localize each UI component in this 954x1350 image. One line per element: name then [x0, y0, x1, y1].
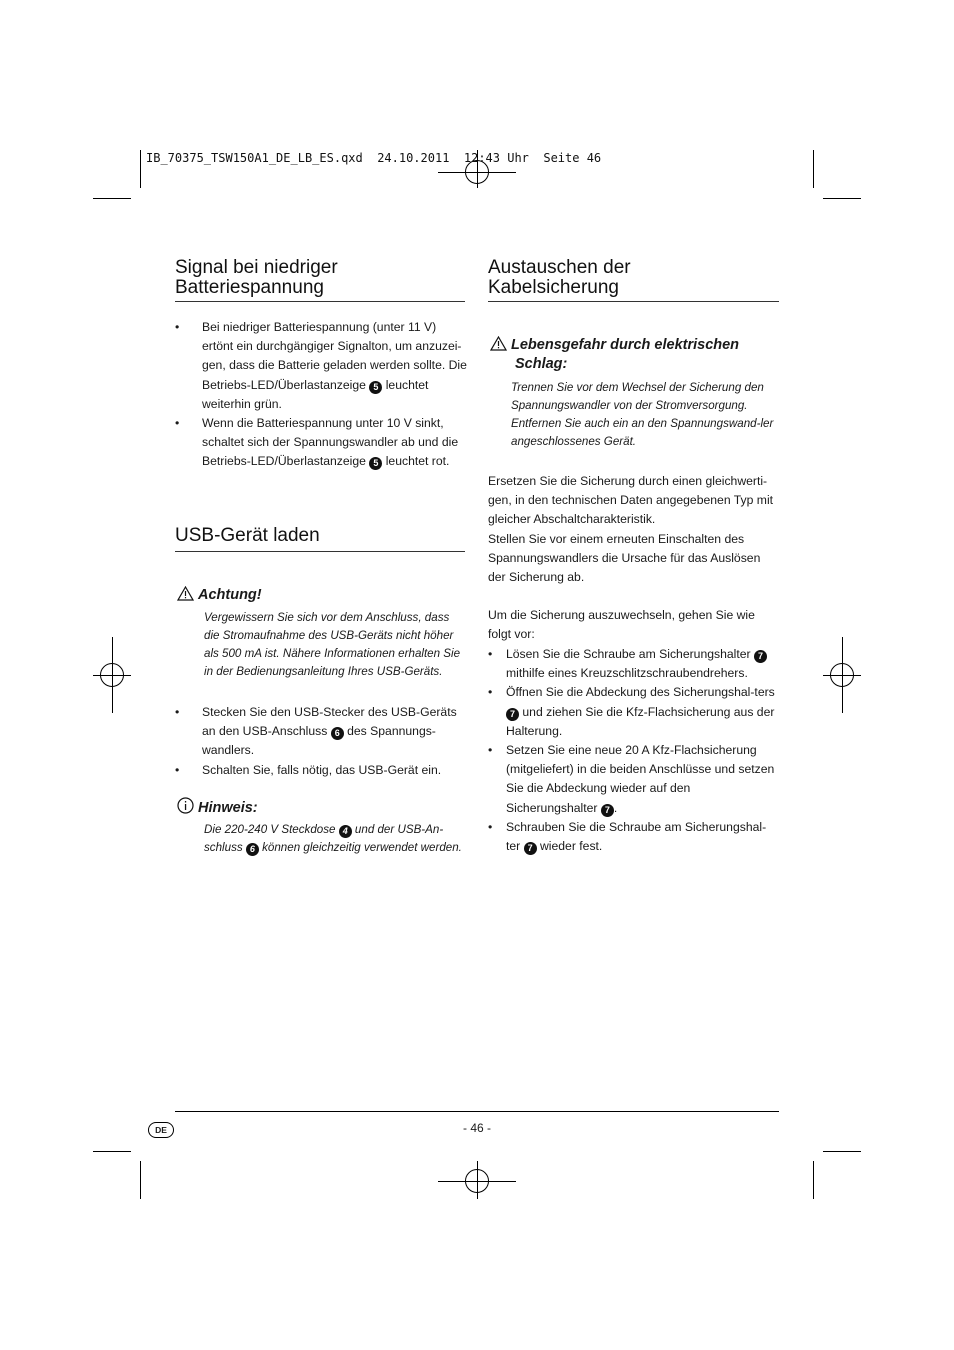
danger-heading: Lebensgefahr durch elektrischen Schlag: [490, 336, 780, 374]
list-item: • Setzen Sie eine neue 20 A Kfz-Flachsicherung (mitgeliefert) in die beiden Anschlüsse und setzen Sie die Abdeckung wieder auf den Sicherungshalter 7 . [488, 741, 780, 818]
section-rule [175, 301, 465, 302]
list-item: • Stecken Sie den USB-Stecker des USB-Geräts an den USB-Anschluss 6 des Spannungs-wandlers. [175, 703, 467, 761]
fuse-intro [488, 472, 780, 587]
caution-heading: Achtung! [177, 586, 262, 605]
title-line-1: Signal bei niedriger [175, 257, 338, 278]
paragraph: Ersetzen Sie die Sicherung durch einen gleichwerti-gen, in den technischen Daten angegebenen Typ mit gleicher Abschaltcharakteristik. [488, 474, 774, 527]
list-item: • Öffnen Sie die Abdeckung des Sicherungshal-ters 7 und ziehen Sie die Kfz-Flachsicherung aus der Halterung. [488, 683, 780, 741]
hint-heading: Hinweis: [177, 797, 258, 818]
hint-text: Die 220-240 V Steckdose 4 und der USB-An-schluss 6 können gleichzeitig verwendet werden. [204, 823, 462, 854]
callout-6-icon: 6 [331, 727, 344, 740]
callout-7-icon: 7 [601, 804, 614, 817]
list-item: • Schrauben Sie die Schraube am Sicherungshal-ter 7 wieder fest. [488, 818, 780, 856]
list-item: • Schalten Sie, falls nötig, das USB-Gerät ein. [175, 761, 467, 780]
section-rule [175, 551, 465, 552]
callout-7-icon: 7 [524, 842, 537, 855]
usb-list [175, 703, 467, 780]
warning-triangle-icon [177, 586, 194, 601]
paragraph: Um die Sicherung auszuwechseln, gehen Sie wie folgt vor: [488, 608, 755, 642]
page-number: - 46 - [462, 1121, 491, 1135]
title-line-2: Kabelsicherung [488, 277, 619, 298]
section-rule [488, 301, 779, 302]
callout-5-icon: 5 [369, 381, 382, 394]
footer-rule [175, 1111, 779, 1112]
section-title-fuse [488, 258, 631, 298]
list-item: • Wenn die Batteriespannung unter 10 V sinkt, schaltet sich der Spannungswandler ab und die Betriebs-LED/Überlastanzeige 5 leuchtet rot. [175, 414, 467, 472]
danger-text: Trennen Sie vor dem Wechsel der Sicherung den Spannungswandler von der Stromversorgung. Entfernen Sie auch ein an den Spannungswand-ler angeschlossenes Gerät. [511, 381, 774, 448]
language-badge: DE [148, 1122, 174, 1138]
callout-7-icon: 7 [754, 650, 767, 663]
fuse-steps [488, 645, 780, 856]
title-line-2: Batteriespannung [175, 277, 324, 298]
callout-7-icon: 7 [506, 708, 519, 721]
fuse-steps-intro [488, 606, 780, 644]
warning-triangle-icon [490, 336, 507, 351]
callout-5-icon: 5 [369, 457, 382, 470]
section-title-low-battery [175, 258, 338, 298]
print-slug: IB_70375_TSW150A1_DE_LB_ES.qxd 24.10.2011 12:43 Uhr Seite 46 [146, 151, 602, 165]
low-battery-list [175, 318, 467, 472]
caution-text: Vergewissern Sie sich vor dem Anschluss, dass die Stromaufnahme des USB-Geräts nicht höher als 500 mA ist. Nähere Informationen erhalten Sie in der Bedienungsanleitung Ihres USB-Geräts. [204, 611, 461, 678]
list-item: • Bei niedriger Batteriespannung (unter 11 V) ertönt ein durchgängiger Signalton, um anzuzei-gen, dass die Batterie geladen werden sollte. Die Betriebs-LED/Überlastanzeige 5 leuchtet weiterhin grün. [175, 318, 467, 414]
callout-6-icon: 6 [246, 843, 259, 856]
section-title-usb: USB-Gerät laden [175, 525, 320, 546]
list-item: • Lösen Sie die Schraube am Sicherungshalter 7 mithilfe eines Kreuzschlitzschraubendrehers. [488, 645, 780, 683]
info-circle-icon [177, 797, 194, 814]
paragraph: Stellen Sie vor einem erneuten Einschalten des Spannungswandlers die Ursache für das Auslösen der Sicherung ab. [488, 531, 761, 585]
title-line-1: Austauschen der [488, 257, 631, 278]
callout-4-icon: 4 [339, 825, 352, 838]
